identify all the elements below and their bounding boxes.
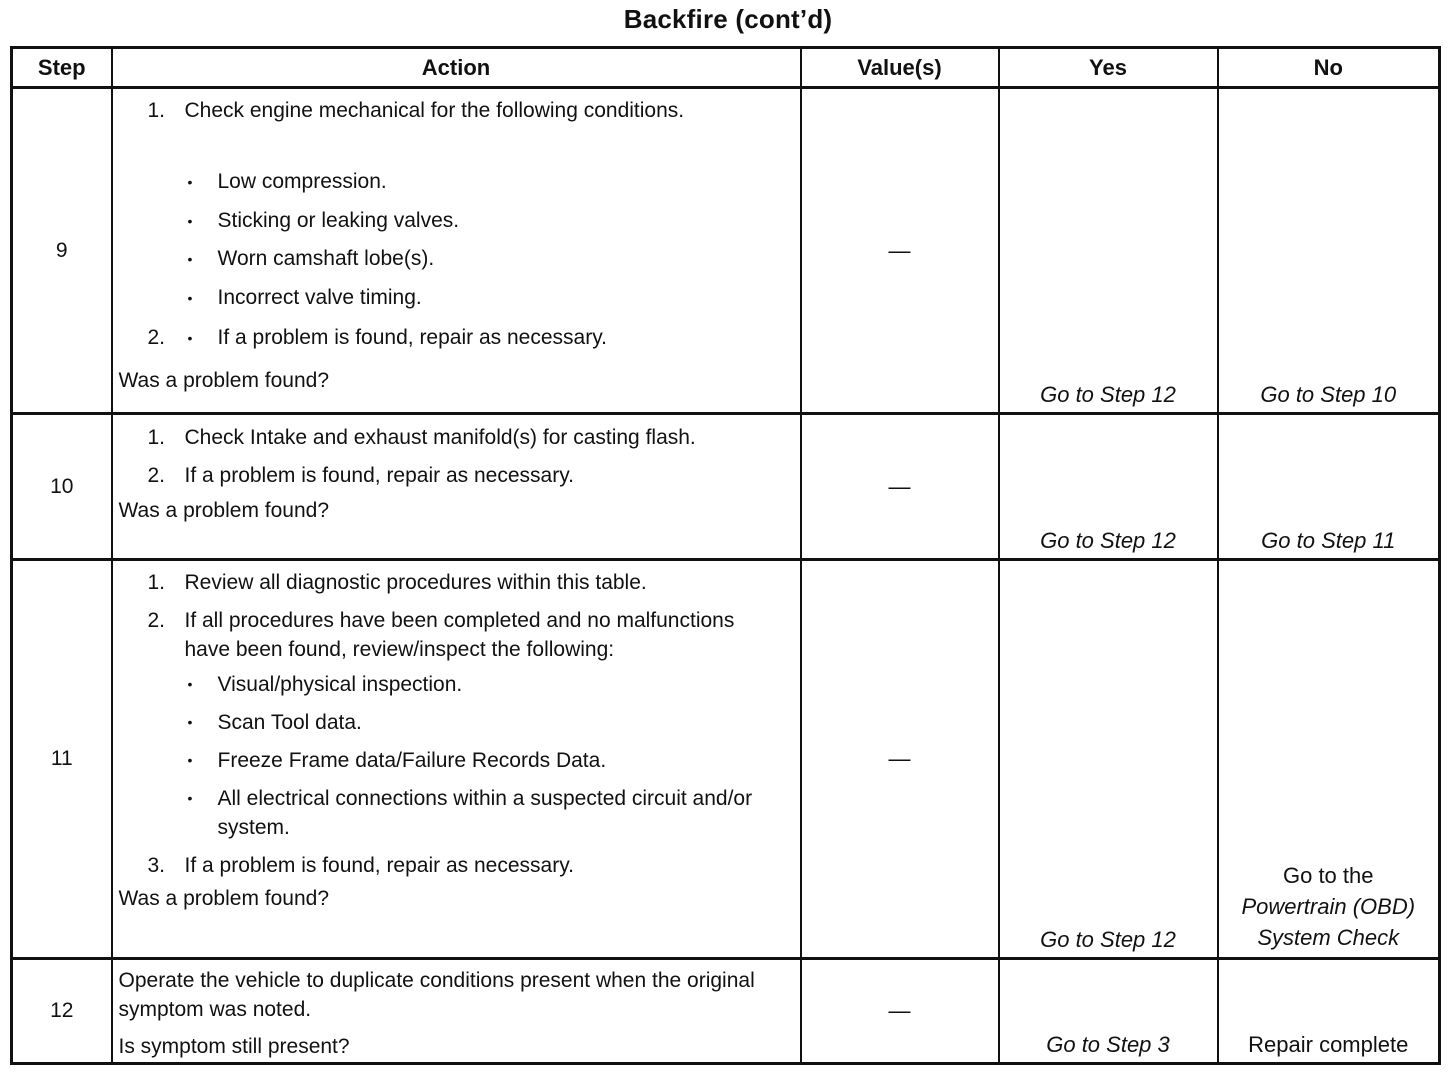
table-row	[12, 959, 1440, 1064]
action-text: If a problem is found, repair as necessary.	[184, 464, 574, 487]
yes-cell: Go to Step 12	[999, 88, 1218, 414]
action-item: 1. Check Intake and exhaust manifold(s) for casting flash.	[147, 426, 696, 449]
action-cell	[112, 959, 801, 1064]
step-number: 12	[12, 959, 112, 1064]
value-cell: —	[801, 88, 999, 414]
yes-cell: Go to Step 3	[999, 959, 1218, 1064]
page-title: Backfire (cont’d)	[623, 4, 833, 34]
header-action: Action	[112, 48, 801, 88]
no-cell	[1218, 560, 1440, 959]
yes-cell: Go to Step 12	[999, 414, 1218, 560]
no-cell: Go to Step 10	[1218, 88, 1440, 414]
action-text: If a problem is found, repair as necessary.	[184, 854, 574, 877]
value-cell: —	[801, 560, 999, 959]
bullet-item: • Worn camshaft lobe(s).	[113, 240, 800, 279]
action-cell	[112, 88, 801, 414]
no-cell: Go to Step 11	[1218, 414, 1440, 560]
bullet-item: • Low compression.	[113, 163, 800, 202]
no-prefix: Go to the	[1282, 863, 1374, 888]
step-number: 11	[12, 560, 112, 959]
header-step: Step	[12, 48, 112, 88]
bullet-item: • Scan Tool data.	[113, 708, 800, 737]
bullet-item: • Visual/physical inspection.	[113, 670, 800, 699]
question-text: Was a problem found?	[118, 499, 330, 522]
value-cell: —	[801, 959, 999, 1064]
action-item: 1. Check engine mechanical for the following conditions.	[147, 99, 685, 122]
value-cell: —	[801, 414, 999, 560]
question-text: Is symptom still present?	[118, 1035, 350, 1058]
header-no: No	[1218, 48, 1440, 88]
action-item: 2. If all procedures have been completed and no malfunctions have been found, review/inspect the following:	[147, 609, 735, 661]
yes-cell: Go to Step 12	[999, 560, 1218, 959]
step-number: 10	[12, 414, 112, 560]
action-cell	[112, 560, 801, 959]
action-item: 2. If a problem is found, repair as necessary.	[147, 464, 574, 487]
action-text: If all procedures have been completed and no malfunctions have been found, review/inspect the following:	[184, 609, 735, 661]
bullet-item: • All electrical connections within a suspected circuit and/or system.	[113, 784, 800, 842]
no-cell: Repair complete	[1218, 959, 1440, 1064]
action-text: Check Intake and exhaust manifold(s) for casting flash.	[184, 426, 696, 449]
header-yes: Yes	[999, 48, 1218, 88]
question-text: Was a problem found?	[118, 368, 330, 392]
header-values: Value(s)	[801, 48, 999, 88]
table-row	[12, 88, 1440, 414]
action-text: Check engine mechanical for the following conditions.	[184, 99, 685, 122]
obd-check-link: Powertrain (OBD) System Check	[1241, 894, 1416, 950]
table-row	[12, 560, 1440, 959]
question-text: Was a problem found?	[118, 887, 330, 910]
action-text: Operate the vehicle to duplicate conditions present when the original symptom was noted.	[118, 969, 755, 1021]
action-text: Review all diagnostic procedures within this table.	[184, 571, 647, 594]
table-row	[12, 414, 1440, 560]
diagnostic-table	[10, 46, 1441, 1065]
step-number: 9	[12, 88, 112, 414]
bullet-item: • Incorrect valve timing.	[113, 279, 800, 318]
bullet-item: • Sticking or leaking valves.	[113, 202, 800, 241]
action-text: If a problem is found, repair as necessary.	[217, 326, 607, 349]
bullet-item: • Freeze Frame data/Failure Records Data.	[113, 746, 800, 775]
action-item: 3. If a problem is found, repair as necessary.	[147, 854, 574, 877]
action-cell	[112, 414, 801, 560]
table-header-row	[12, 48, 1440, 88]
action-item: 1. Review all diagnostic procedures within this table.	[147, 571, 647, 594]
action-item: • 2. If a problem is found, repair as necessary.	[113, 319, 800, 358]
